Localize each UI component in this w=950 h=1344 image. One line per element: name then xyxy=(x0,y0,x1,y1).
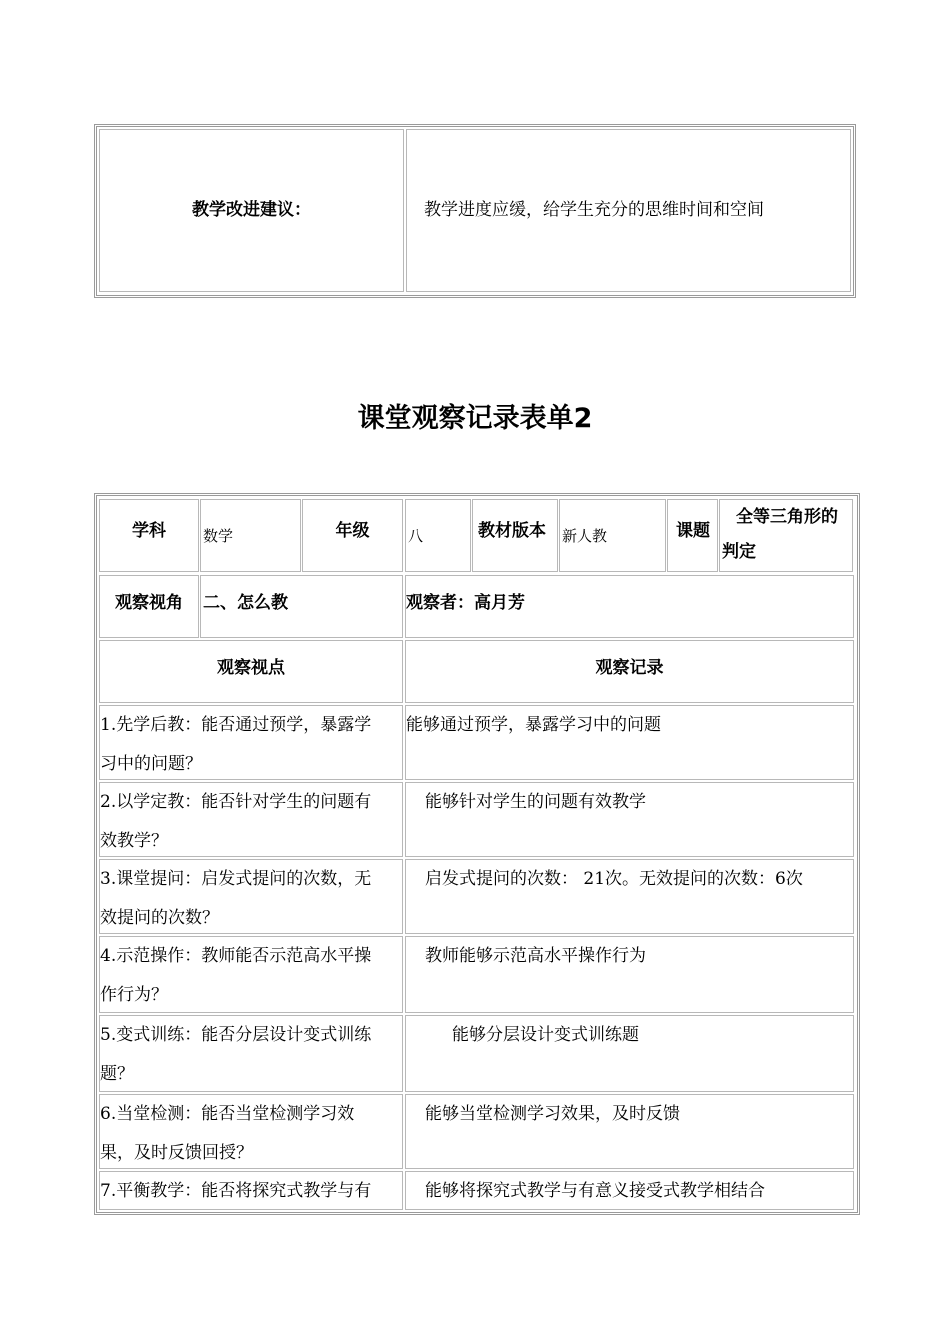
table-row-5-point xyxy=(99,1015,403,1092)
row-5-point-line2: 题？ xyxy=(100,1064,134,1084)
edition-value: 新人教 xyxy=(562,527,608,545)
improvement-value: 教学进度应缓，给学生充分的思维时间和空间 xyxy=(424,200,764,220)
row-3-point-line2: 效提问的次数？ xyxy=(100,908,219,928)
column-header-record xyxy=(405,640,854,703)
table-row-7-point xyxy=(99,1171,403,1210)
edition-label-cell xyxy=(472,499,558,572)
subject-value-cell xyxy=(200,499,301,572)
observer-name: 观察者：高月芳 xyxy=(406,593,525,613)
perspective-label: 观察视角 xyxy=(115,593,183,613)
improvement-value-cell xyxy=(406,129,851,292)
table-row-1-point xyxy=(99,705,403,780)
table-row-5-record xyxy=(405,1015,854,1092)
row-1-point-line2: 习中的问题？ xyxy=(100,754,202,774)
perspective-value-cell xyxy=(200,575,403,638)
row-1-point-line1: 1.先学后教：能否通过预学，暴露学 xyxy=(100,715,372,735)
grade-value: 八 xyxy=(408,527,424,545)
row-7-record: 能够将探究式教学与有意义接受式教学相结合 xyxy=(425,1181,765,1201)
row-3-point-line1: 3.课堂提问：启发式提问的次数，无 xyxy=(100,869,372,889)
topic-value: 全等三角形的判定 xyxy=(722,507,838,562)
row-4-point-line2: 作行为？ xyxy=(100,985,168,1005)
row-2-record: 能够针对学生的问题有效教学 xyxy=(425,792,646,812)
row-3-record: 启发式提问的次数： 21次。无效提问的次数：6次 xyxy=(425,869,803,889)
observer-cell xyxy=(405,575,854,638)
table-row-2-point xyxy=(99,782,403,857)
row-1-record: 能够通过预学，暴露学习中的问题 xyxy=(406,715,661,735)
row-5-point-line1: 5.变式训练：能否分层设计变式训练 xyxy=(100,1025,372,1045)
row-5-record: 能够分层设计变式训练题 xyxy=(452,1025,639,1045)
row-6-point-line2: 果，及时反馈回授？ xyxy=(100,1143,253,1163)
table-row-3-record xyxy=(405,859,854,934)
grade-value-cell xyxy=(405,499,471,572)
row-7-point-line1: 7.平衡教学：能否将探究式教学与有 xyxy=(100,1181,372,1201)
row-2-point-line1: 2.以学定教：能否针对学生的问题有 xyxy=(100,792,372,812)
perspective-label-cell xyxy=(99,575,199,638)
row-6-record: 能够当堂检测学习效果，及时反馈 xyxy=(425,1104,680,1124)
column-header-record-label: 观察记录 xyxy=(595,658,664,678)
edition-label: 教材版本 xyxy=(478,521,546,541)
topic-label-cell xyxy=(667,499,718,572)
table-row-7-record xyxy=(405,1171,854,1210)
table-row-2-record xyxy=(405,782,854,857)
table-row-4-record xyxy=(405,936,854,1013)
improvement-label-cell xyxy=(99,129,404,292)
page-title: 课堂观察记录表单2 xyxy=(357,403,593,434)
table-row-3-point xyxy=(99,859,403,934)
improvement-label: 教学改进建议： xyxy=(192,200,311,220)
row-4-point-line1: 4.示范操作：教师能否示范高水平操 xyxy=(100,946,372,966)
column-header-point xyxy=(99,640,403,703)
edition-value-cell xyxy=(559,499,666,572)
subject-label-cell xyxy=(99,499,199,572)
subject-label: 学科 xyxy=(132,521,166,541)
subject-value: 数学 xyxy=(203,527,234,545)
table-row-6-record xyxy=(405,1094,854,1169)
perspective-value: 二、怎么教 xyxy=(203,593,288,613)
grade-label: 年级 xyxy=(335,521,370,541)
table-row-6-point xyxy=(99,1094,403,1169)
topic-label: 课题 xyxy=(676,521,710,541)
table-row-1-record xyxy=(405,705,854,780)
grade-label-cell xyxy=(302,499,403,572)
table-row-4-point xyxy=(99,936,403,1013)
row-2-point-line2: 效教学？ xyxy=(100,831,168,851)
row-4-record: 教师能够示范高水平操作行为 xyxy=(425,946,646,966)
topic-value-cell xyxy=(719,499,853,572)
row-6-point-line1: 6.当堂检测：能否当堂检测学习效 xyxy=(100,1104,355,1124)
column-header-point-label: 观察视点 xyxy=(217,658,285,678)
